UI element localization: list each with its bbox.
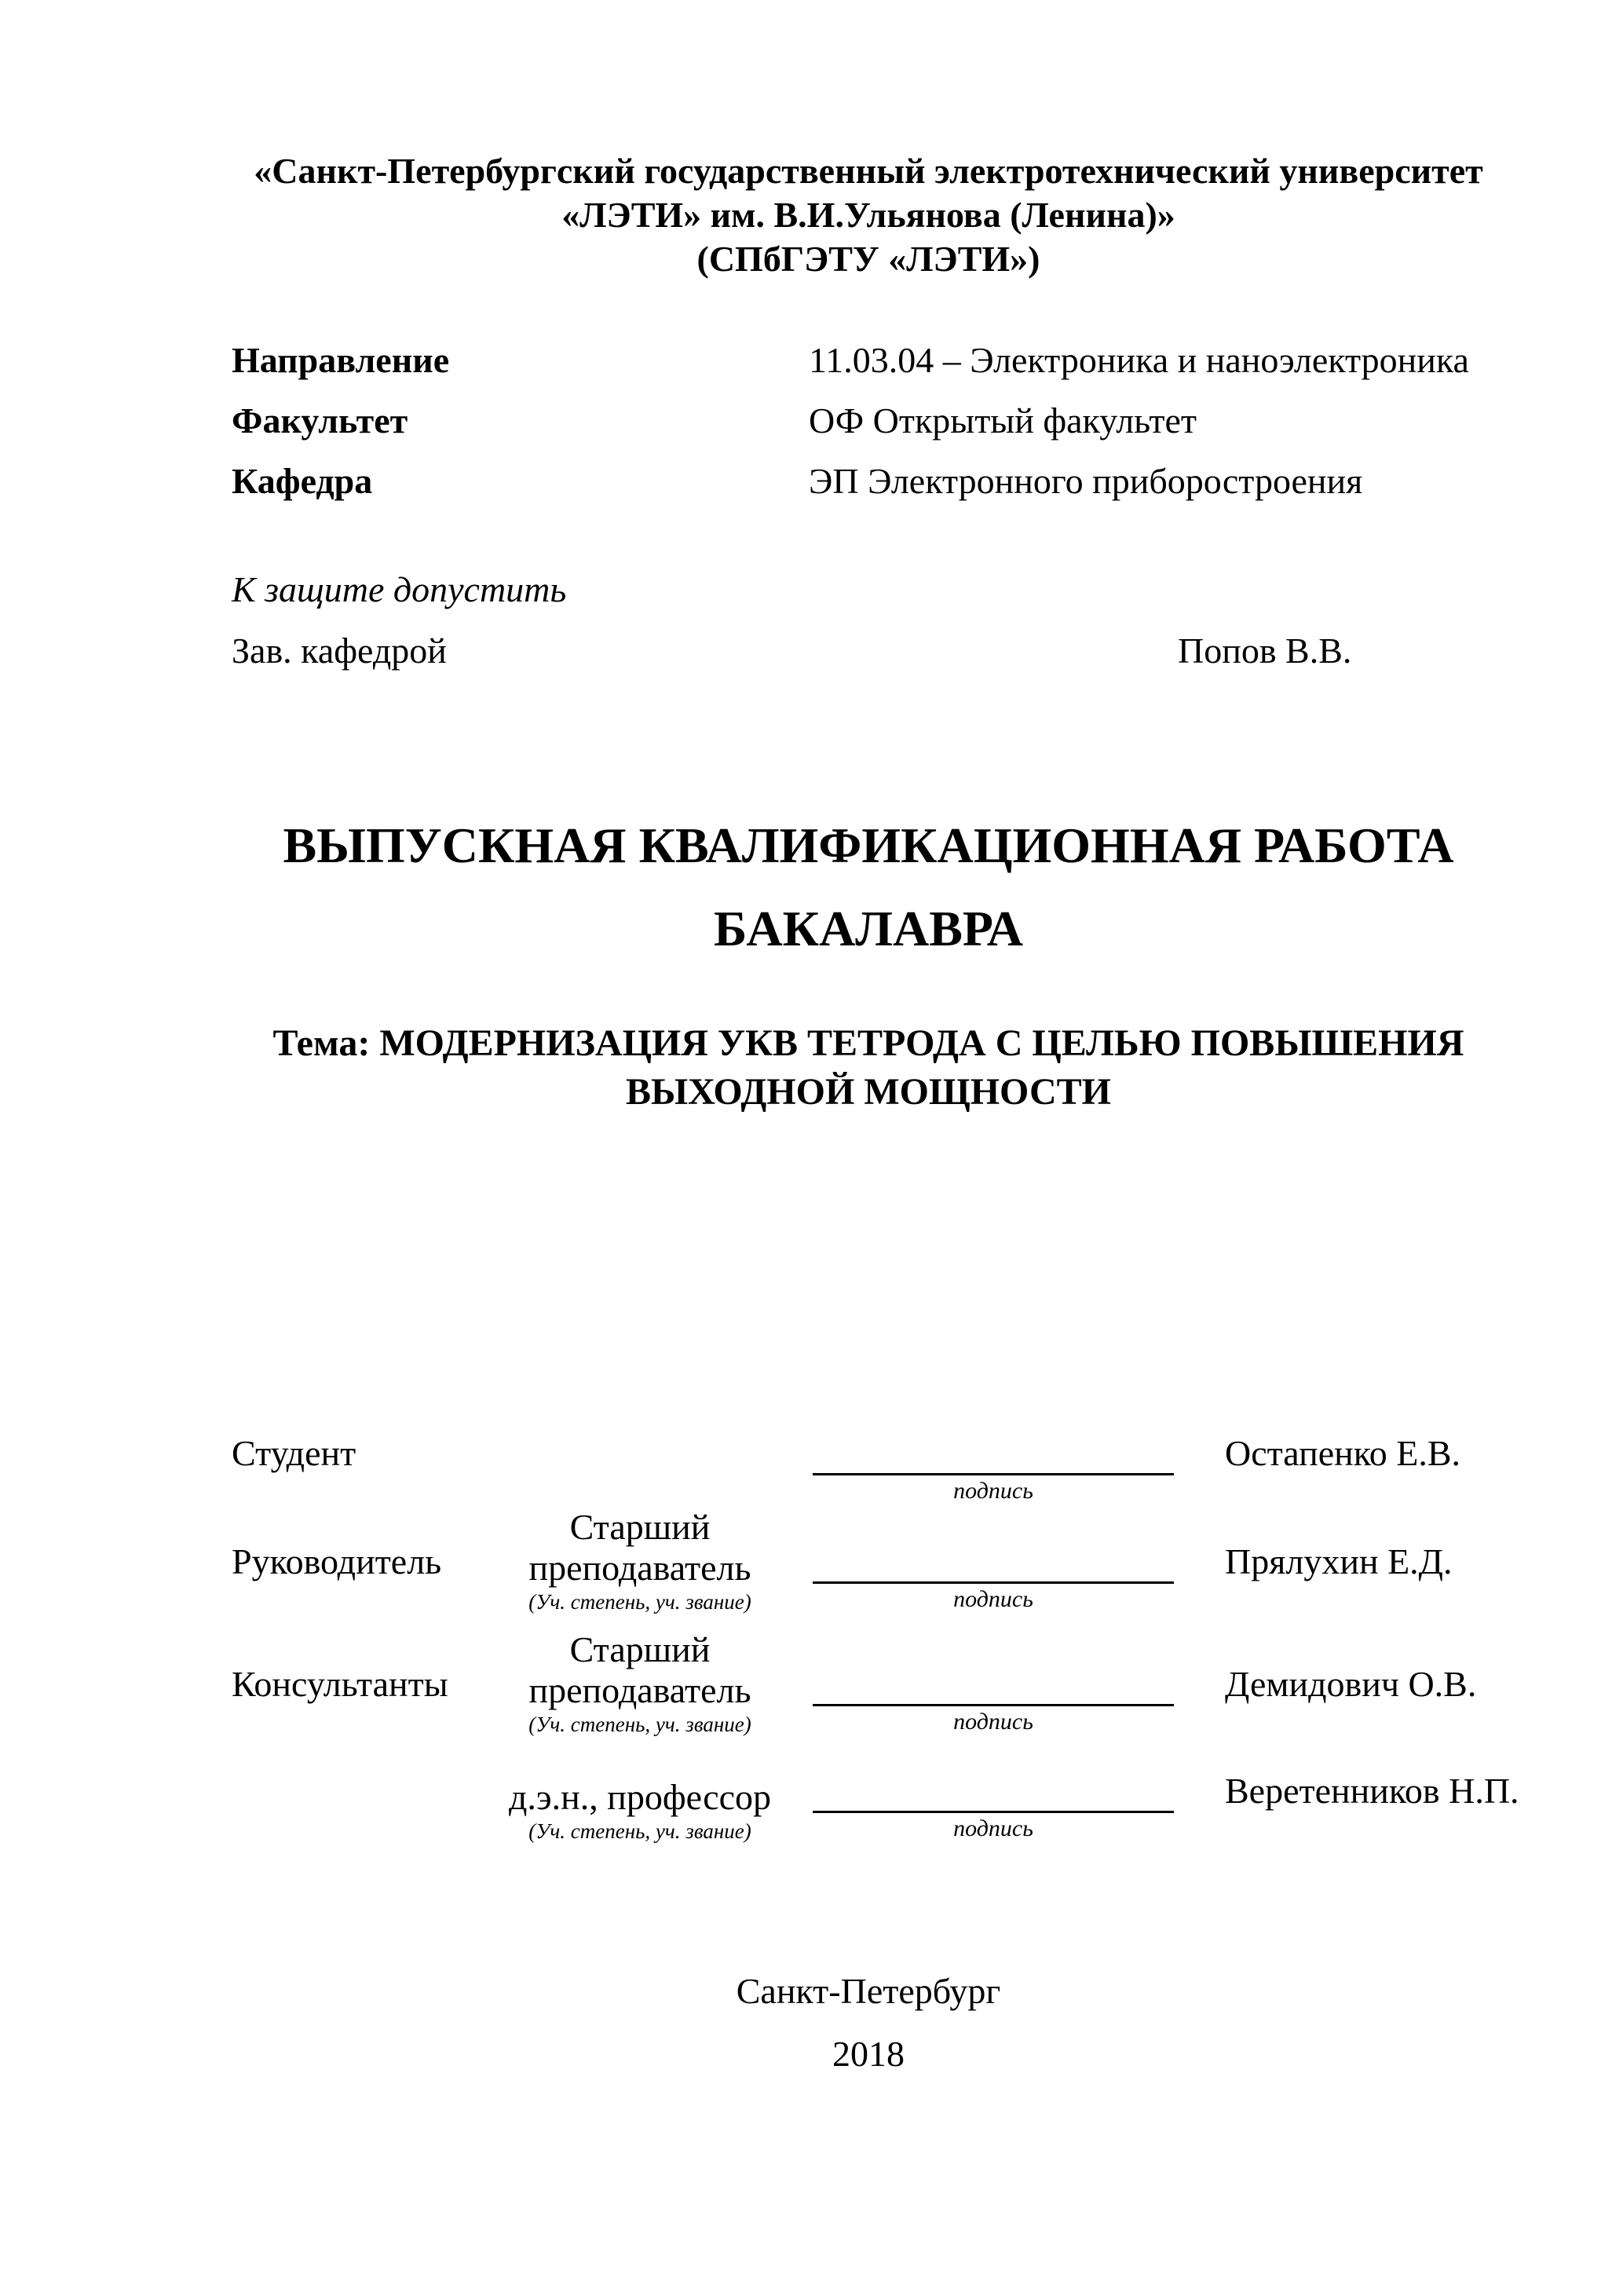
main-title-line-2: БАКАЛАВРА	[713, 901, 1024, 956]
main-title-line-1: ВЫПУСКНАЯ КВАЛИФИКАЦИОННАЯ РАБОТА	[283, 817, 1454, 873]
thesis-theme-line-1: Тема: МОДЕРНИЗАЦИЯ УКВ ТЕТРОДА С ЦЕЛЬЮ ПОВЫШЕНИЯ	[272, 1022, 1464, 1064]
signature-row-supervisor	[232, 1507, 1505, 1615]
field-label-department: Кафедра	[232, 461, 373, 501]
position-text-consultant-2: д.э.н., профессор	[508, 1777, 772, 1817]
role-label-supervisor: Руководитель	[232, 1541, 442, 1581]
signature-caption: подпись	[953, 1709, 1033, 1735]
department-head-name: Попов В.В.	[1178, 631, 1352, 671]
thesis-theme-line-2: ВЫХОДНОЙ МОЩНОСТИ	[626, 1071, 1111, 1113]
position-cell-consultant-2	[483, 1777, 797, 1844]
role-label-consultants: Консультанты	[232, 1664, 448, 1704]
page-footer	[232, 1972, 1505, 2074]
department-head-label: Зав. кафедрой	[232, 631, 447, 671]
position-text-supervisor: Старший преподаватель	[528, 1507, 751, 1588]
footer-year: 2018	[832, 2034, 905, 2074]
position-cell-consultant-1	[483, 1629, 797, 1738]
signature-line	[813, 1695, 1174, 1706]
signature-row-student	[232, 1431, 1505, 1507]
degree-caption: (Уч. степень, уч. звание)	[528, 1819, 751, 1843]
main-title	[232, 804, 1505, 971]
signature-line	[813, 1801, 1174, 1813]
university-abbreviation: (СПбГЭТУ «ЛЭТИ»)	[696, 239, 1040, 279]
field-row-faculty	[232, 401, 1505, 441]
signature-cell-supervisor	[813, 1572, 1174, 1615]
department-head-row	[232, 631, 1505, 671]
university-name-line-1: «Санкт-Петербургский государственный электротехнический университет	[254, 151, 1483, 191]
admission-note: К защите допустить	[232, 569, 567, 609]
signature-cell-consultant-1	[813, 1695, 1174, 1738]
person-name-student: Остапенко Е.В.	[1225, 1433, 1461, 1473]
signature-block	[232, 1431, 1519, 1844]
thesis-theme	[232, 1019, 1505, 1117]
signature-line	[813, 1464, 1174, 1475]
degree-caption: (Уч. степень, уч. звание)	[528, 1590, 751, 1614]
position-cell-supervisor	[483, 1507, 797, 1615]
position-text-consultant-1: Старший преподаватель	[528, 1629, 751, 1710]
university-header	[232, 149, 1505, 281]
field-value-department: ЭП Электронного приборостроения	[809, 461, 1363, 501]
program-fields	[232, 341, 1505, 501]
field-value-direction: 11.03.04 – Электроника и наноэлектроника	[809, 340, 1469, 380]
signature-row-consultant-2	[232, 1769, 1519, 1844]
footer-city: Санкт-Петербург	[736, 1971, 1001, 2011]
signature-row-consultant-1	[232, 1629, 1505, 1738]
degree-caption: (Уч. степень, уч. звание)	[528, 1713, 751, 1736]
field-row-direction	[232, 341, 1505, 380]
field-row-department	[232, 462, 1505, 501]
signature-cell-student	[813, 1464, 1174, 1507]
field-label-direction: Направление	[232, 340, 450, 380]
field-value-faculty: ОФ Открытый факультет	[809, 400, 1197, 441]
person-name-consultant-1: Демидович О.В.	[1225, 1664, 1477, 1704]
university-name-line-2: «ЛЭТИ» им. В.И.Ульянова (Ленина)»	[561, 195, 1175, 235]
signature-caption: подпись	[953, 1478, 1033, 1504]
signature-line	[813, 1572, 1174, 1584]
signature-caption: подпись	[953, 1815, 1033, 1841]
person-name-supervisor: Прялухин Е.Д.	[1225, 1541, 1453, 1581]
field-label-faculty: Факультет	[232, 400, 408, 441]
role-label-student: Студент	[232, 1433, 356, 1473]
signature-cell-consultant-2	[813, 1801, 1174, 1844]
person-name-consultant-2: Веретенников Н.П.	[1225, 1771, 1519, 1811]
signature-caption: подпись	[953, 1586, 1033, 1612]
